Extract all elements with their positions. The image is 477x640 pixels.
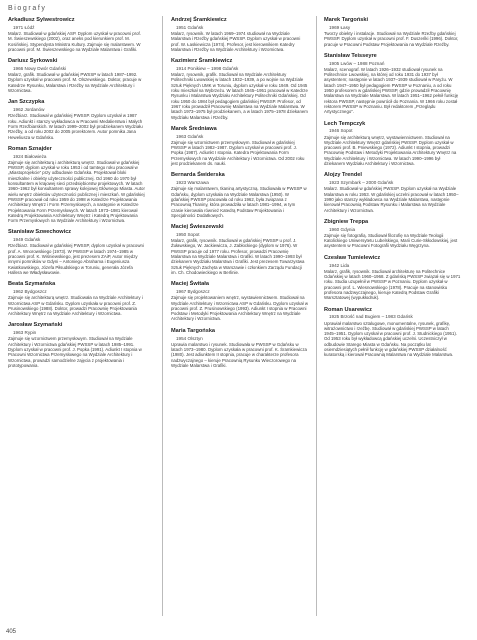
artist-name: Maciej Świeszewski	[171, 224, 224, 231]
artist-name: Jan Szczypka	[8, 99, 45, 106]
biography-entry	[8, 58, 145, 93]
biography-text: Zajmuje się architekturą wnętrz, wystawiennictwem. Studiował na Wydziale Architektury Wnętrz gdańskiej PWSSP. Dyplom uzyskał w pracowni prof. B. Pniewskiego (1972). Adiunkt I stopnia, prowadzi Pracownię Podstaw i Metodyki Projektowania Architektury Wnętrz na Wydziale Architektury i Wzornictwa. W latach 1990–1996 był dziekanem Wydziału Architektury i Wzornictwa.	[324, 134, 457, 167]
biography-entry	[171, 58, 308, 120]
birth-place-and-date: 1963 Rypin	[13, 330, 37, 336]
biography-text: Tworzy obiekty i instalacje. Studiował na Wydziale Rzeźby gdańskiej PWSSP. Dyplom uzyskał w pracowni prof. F. Duszeńki (1996). Doktor, pracuje w Pracowni Podstaw Projektowania na Wydziale Rzeźby.	[324, 31, 459, 47]
birth-place-and-date: 1949 Gdańsk	[13, 237, 41, 243]
birth-place-and-date: 1971 Łódź	[13, 24, 35, 30]
artist-name: Czesław Tumielewicz	[324, 254, 381, 261]
biography-entry	[171, 281, 308, 321]
birth-place-and-date: 1962 Jordanów	[13, 107, 45, 113]
artist-name: Andrzej Śramkiewicz	[171, 17, 227, 23]
artist-name: Maciej Świtała	[171, 281, 209, 288]
biography-entry	[171, 126, 308, 166]
birth-place-and-date: 1925 Brzość nad Bugiem – 1983 Gdańsk	[329, 314, 413, 320]
artist-name: Marek Średniawa	[171, 125, 217, 132]
biography-entry	[171, 224, 308, 275]
biography-entry	[324, 219, 461, 249]
birth-place-and-date: 1914 Ponikiew – 1998 Gdańsk	[176, 66, 239, 71]
artist-name: Lech Tempczyk	[324, 120, 366, 127]
biography-entry	[8, 17, 145, 52]
biography-entry	[171, 17, 308, 52]
birth-place-and-date: 1962 Bydgoszcz	[13, 289, 47, 295]
biography-text: Zajmuje się wzornictwem przemysłowym. Studiował w gdańskiej PWSSP w latach 1982–1987. Dyplom uzyskał w pracowni prof. J. Popka (1987). Adiunkt I stopnia. Katedra Projektowania Form Przemysłowych na Wydziale Architektury i Wzornictwa. Od 2002 roku jest prodziekanem ds. nauki.	[171, 139, 305, 167]
biography-column-2	[171, 17, 308, 374]
page-number: 405	[6, 629, 17, 635]
artist-name: Dariusz Syrkowski	[8, 58, 58, 65]
artist-name: Kazimierz Śramkiewicz	[171, 58, 233, 65]
birth-place-and-date: 1946 Sopot	[329, 128, 353, 134]
biography-text: Uprawia malarstwo i rysunek. Studiowała w PWSSP w Gdańsku w latach 1973–1980. Dyplom uzyskała w pracowni prof. K. Śramkiewicza (1980). Jest adiunktem II stopnia, pracuje w charakterze profesora nadzwyczajnego – kieruje Pracownią Rysunku Wieczorowego na Wydziale Malarstwa i Grafiki.	[171, 341, 307, 368]
artist-name: Arkadiusz Sylwestrowicz	[8, 17, 75, 23]
birth-place-and-date: 1969 Łasy	[329, 24, 351, 30]
artist-name: Maria Targońska	[171, 327, 216, 334]
artist-name: Stanisław Teisseyre	[324, 52, 377, 59]
biography-entry	[8, 281, 145, 316]
biography-entry	[8, 146, 145, 224]
biography-text: Zajmuje się malarstwem, tkaniną artystyczną. Studiowała w PWSSP w Gdańsku, dyplom uzyskała na Wydziale Malarstwa (1950). W gdańskiej PWSSP pracowała od roku 1962, była związana z Pracownią Tkaniny, która prowadziła w latach 1981–1994, w tym czasie kierowała również Katedrą Podstaw Projektowania i Specjalności Dodatkowych.	[171, 186, 307, 218]
biography-text: Malarz. Studiował w gdańskiej PWSSP. Dyplom uzyskał na Wydziale Malarstwa w roku 1953. W gdańskiej uczelni pracował w latach 1950–1990 jako starszy wykładowca na Wydziale Malarstwa, następnie kierował Pracownią Podstaw Rysunku i Malarstwa na Wydziale Architektury i Wzornictwa.	[324, 186, 459, 213]
biography-text: Malarz, rysownik. W latach 1969–1974 studiował na Wydziale Malarstwa i Rzeźby gdańskiej PWSSP. Dyplom uzyskał w pracowni prof. W. Łaskiewicza (1974). Profesor, jest kierownikiem Katedry Malarstwa i Rzeźby na Wydziale Architektury i Wzornictwa.	[171, 31, 301, 52]
column-divider	[316, 16, 317, 616]
biography-entry	[8, 229, 145, 275]
biography-text: Zajmuje się architekturą wnętrz. Studiowała na Wydziale Architektury i Wzornictwa ASP w Gdańsku. Dyplom uzyskała w pracowni prof. Z. Prusinowskiego (1988). Doktor, prowadzi Pracownię Projektowania Architektury Wnętrz na Wydziale Architektury i Wzornictwa.	[8, 295, 143, 317]
birth-place-and-date: 1967 Bydgoszcz	[176, 289, 210, 295]
biography-text: Zajmuje się projektowaniem wnętrz, wystawiennictwem. Studiował na Wydziale Architektury i Wzornictwa ASP w Gdańsku. Dyplom uzyskał w pracowni prof. Z. Prusinowskiego (1993). Adiunkt I stopnia w Pracowni Podstaw i Metodyki Projektowania Architektury Wnętrz na Wydziale Architektury i Wzornictwa.	[171, 295, 308, 322]
biography-text: Malarz, grafik, rysownik. Studiował w gdańskiej PWSSP u prof. J. Żuławskiego, W. Jackiewicza, J. Zabłockiego (dyplom w 1976). W PWSSP pracuje od 1977 roku. Profesor, prowadzi Pracownię Malarstwa na Wydziale Malarstwa i Grafiki. W latach 1990–1993 był dziekanem Wydziału Malarstwa i Grafiki. Jest prezesem Towarzystwa Sztuk Pięknych Zachęta w Warszawie i członkiem Zarządu Fundacji im. Ch. Chodowieckiego w Berlinie.	[171, 238, 305, 275]
biography-entry	[171, 172, 308, 218]
artist-name: Bernarda Świderska	[171, 172, 225, 179]
biography-column-1	[8, 17, 145, 374]
biography-entry	[171, 328, 308, 368]
running-header: Biografy	[8, 5, 47, 12]
biography-entry	[324, 172, 461, 212]
biography-entry	[324, 255, 461, 301]
birth-place-and-date: 1942 Lida	[329, 262, 350, 268]
birth-place-and-date: 1951 Gdańsk	[176, 24, 204, 30]
biography-text: Malarz, grafik. Studiował w gdańskiej PWSSP w latach 1987–1992. Dyplom uzyskał w pracowni prof. M. Olszewskiego. Doktor, pracuje w Katedrze Rysunku, Malarstwa i Rzeźby na Wydziale Architektury i Wzornictwa.	[8, 72, 142, 94]
birth-place-and-date: 1966 Nowy Dwór Gdański	[13, 66, 67, 71]
biography-text: Malarz. Studiował w gdańskiej ASP. Dyplom uzyskał w pracowni prof. M. Świeszewskiego (2002), oraz aneks pod kierunkiem prof. M. Kosińskiej. Stypendysta Ministra Kultury. Zajmuje się malarstwem. W pracowni prof. M. Świeszewskiego na Wydziale Malarstwa i Grafiki.	[8, 31, 141, 52]
artist-name: Jarosław Szymański	[8, 322, 63, 329]
biography-entry	[8, 322, 145, 368]
artist-name: Zbigniew Treppa	[324, 218, 369, 225]
biography-entry	[8, 99, 145, 139]
biography-text: Rzeźbiarz. Studiował w gdańskiej PWSSP, dyplom uzyskał w pracowni prof. A. Wnorowskiego (1973). W PWSSP w latach 1974–1985 w pracowni prof. K. Wiśniewskiego, jest prezesem ZAiP, Autor między innymi pomników w Gdyni – Antoniego Abrahama i Eugeniusza Kwiatkowskiego, Józefa Piłsudskiego w Toruniu, generała Józefa Hallera we Władysławowie.	[8, 243, 144, 275]
birth-place-and-date: 1963 Gdańsk	[176, 133, 204, 139]
artist-name: Beata Szymańska	[8, 281, 56, 288]
biography-entry	[324, 121, 461, 167]
biography-text: Malarz, grafik, rysownik. Studiował architekturę na Politechnice Gdańskiej w latach 1960–1968. Z gdańską PWSSP związał się w 1971 roku. Studia uzupełnił w PWSSP w Poznaniu. Dyplom uzyskał w pracowni prof. L. Wiesnowskiego (1978). Pracuje na stanowisku profesora nadzwyczajnego, kieruje Katedrą Podstaw Grafiki Warsztatowej (wypukłodruk).	[324, 268, 461, 301]
birth-place-and-date: 1905 Lwów – 1988 Poznań	[329, 60, 385, 66]
artist-name: Stanisław Szwechowicz	[8, 229, 72, 236]
birth-place-and-date: 1960 Gdynia	[329, 226, 356, 232]
biography-text: Zajmuje się fotografią. Studiował filozofię na Wydziale Teologii Katolickiego Uniwersytetu Lubelskiego, Marii Curie-Skłodowskiej, jest asystentem w Pracowni Fotografii Wydziału Węgrzyna.	[324, 232, 458, 249]
biography-text: Malarz, scenograf. W latach 1926–1932 studiował rysunek na Politechnice Lwowskiej, na której od roku 1931 do 1937 był asystentem; następnie w latach 1937–1939 studiował w Paryżu. W latach 1947–1950 był pedagogiem PWSSP w Poznaniu, a od roku 1950 profesorem w gdańskiej PWSSP, gdzie prowadził Pracownię Malarstwa na Wydziale Malarstwa. W latach 1951–1962 pełnił funkcję rektora PWSSP, następnie powrócił do Poznania. W 1966 roku został rektorem PWSSP w Poznaniu. Był redaktorem „Przeglądu Artystycznego”.	[324, 66, 459, 115]
birth-place-and-date: 1923 Szymbark – 2000 Gdańsk	[329, 180, 394, 186]
biography-text: Uprawiał malarstwo sztalugowe, monumentalne, rysunek, grafikę, witrażownictwo i rzeźbę. Studiował w gdańskiej PWSSP w latach 1945–1951. Dyplom uzyskał w pracowni prof. J. Studnickiego (1951). Od 1953 roku był wykładowcą gdańskiej uczelni. Uczestniczył w odbudowie Starego Miasta w Gdańsku. Na początku lat osiemdziesiątych pełnił funkcję w gdańskiej PWSSP działalność kuratorską i kierował Pracownią Malarstwa na Wydziale Malarstwa.	[324, 320, 458, 358]
biography-text: Zajmuje się wzornictwem przemysłowym. Studiował na Wydziale Architektury i Wzornictwa gdańskiej PWSSP w latach 1985–1991. Dyplom uzyskał w pracowni prof. J. Popka (1991). Adiunkt I stopnia w Pracowni Wzornictwa Przemysłowego na Wydziale Architektury i Wzornictwa, prowadzi samodzielne zajęcia z projektowania i prototypowania.	[8, 336, 142, 368]
column-divider	[162, 16, 163, 616]
birth-place-and-date: 1923 Warszawa	[176, 180, 209, 186]
birth-place-and-date: 1950 Sopot	[176, 231, 200, 237]
artist-name: Marek Targoński	[324, 17, 369, 23]
biography-column-3	[324, 17, 461, 364]
biography-entry	[324, 17, 461, 47]
artist-name: Roman Usarewicz	[324, 306, 372, 313]
biography-text: Rzeźbiarz. Studiował w gdańskiej PWSSP. Dyplom uzyskał w 1987 roku. Adiunkt i starszy wykładowca w Pracowni Medalierstwa i Małych Form Rzeźbiarskich. W latach 1999–2002 był prodziekanem Wydziału Rzeźby, a od roku 2002 do 2005 prorektorem. Autor pomnika Jana Heweliusza w Gdańsku.	[8, 113, 143, 140]
artist-name: Alojzy Trendel	[324, 172, 362, 179]
biography-entry	[324, 53, 461, 115]
biography-text: Malarz, rysownik, grafik. Studiował na Wydziale Architektury Politechniki Lwowskiej w latach 1932–1939, a po wojnie na Wydziale Sztuk Pięknych UMK w Toruniu, dyplom uzyskał w roku 1949. Od 1945 roku mieszkał na Wybrzeżu. W latach 1945–1951 pracował w Katedrze Rysunku i Malarstwa Wydziału Architektury Politechniki Gdańskiej. Od roku 1950 do 1984 był pedagogiem gdańskiej PWSSP. Profesor, od 1967 roku prowadził Pracownię Malarstwa na Wydziale Malarstwa. W latach 1973–1975 był prodziekanem, a w latach 1975–1978 dziekanem Wydziału Malarstwa i Rzeźby.	[171, 72, 308, 120]
artist-name: Roman Sznajder	[8, 145, 52, 152]
biography-text: Zajmuje się architekturą i architekturą wnętrz. Studiował w gdańskiej PWSSP, dyplom uzyskał w roku 1953 i od tamtego roku pracował w „Miastoprojekcie” przy odbudowie Gdańska. Projektował bloki mieszkalne i obiekty użyteczności publicznej. Od 1960 do 1970 był konsultantem w krajowej sieci przedsiębiorstw projektowych. W latach 1960–1962 był konsultantem sprawy kolejowej Głównego Miasta. Autor wielu wnętrz obiektów użyteczności publicznej i mieszkań. W gdańskiej PWSSP pracował od roku 1959 do 1998 w Katedrze Projektowania Architektury Wnętrz i Form Przemysłowych, a następnie w Katedrze Projektowania Form Przemysłowych. W latach 1973–1981 kierował Katedrą Projektowania Architektury Wnętrz i Katedrą Projektowania Form Przemysłowych na Wydziale Architektury i Wzornictwa.	[8, 159, 145, 224]
birth-place-and-date: 1954 Olsztyn	[176, 335, 203, 341]
birth-place-and-date: 1924 Białowieża	[13, 153, 47, 159]
biography-entry	[324, 307, 461, 358]
